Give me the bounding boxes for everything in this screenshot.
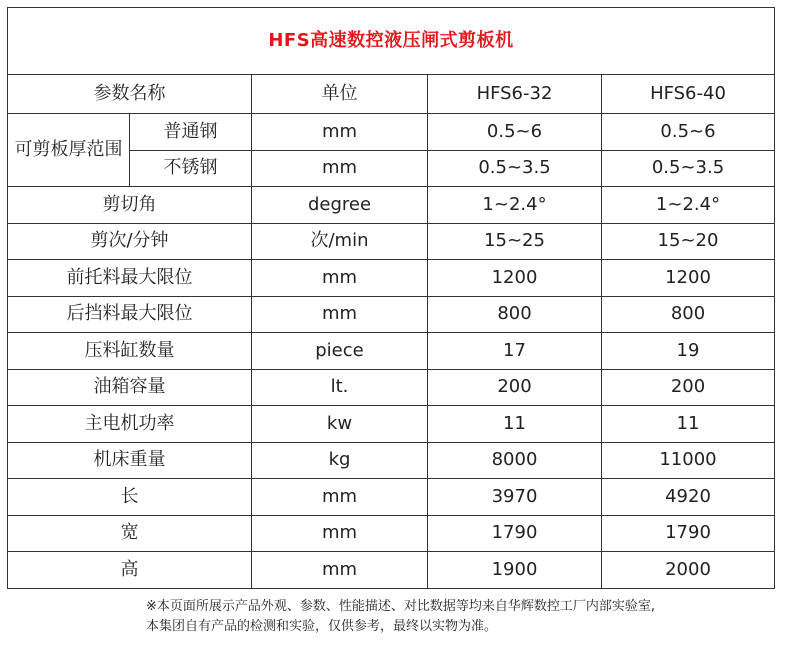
shear-range-sub1-label: 普通钢 — [130, 114, 252, 151]
param-value-model-2: 11000 — [602, 442, 775, 479]
param-name: 剪切角 — [8, 187, 252, 224]
table-row — [8, 296, 775, 333]
table-row — [8, 187, 775, 224]
header-model-2: HFS6-40 — [602, 75, 775, 114]
param-name: 主电机功率 — [8, 406, 252, 443]
param-name: 后挡料最大限位 — [8, 296, 252, 333]
header-model-1: HFS6-32 — [428, 75, 602, 114]
table-row — [8, 369, 775, 406]
shear-range-sub2-unit: mm — [252, 150, 428, 187]
disclaimer-note — [146, 597, 655, 637]
header-param: 参数名称 — [8, 75, 252, 114]
table-row — [8, 333, 775, 370]
shear-range-label: 可剪板厚范围 — [8, 114, 130, 187]
param-unit: mm — [252, 479, 428, 516]
table-row — [8, 442, 775, 479]
param-value-model-1: 1200 — [428, 260, 602, 297]
param-name: 前托料最大限位 — [8, 260, 252, 297]
param-name: 宽 — [8, 515, 252, 552]
param-value-model-2: 800 — [602, 296, 775, 333]
param-name: 高 — [8, 552, 252, 589]
param-value-model-1: 200 — [428, 369, 602, 406]
param-unit: lt. — [252, 369, 428, 406]
shear-range-sub2-v2: 0.5~3.5 — [602, 150, 775, 187]
param-name: 机床重量 — [8, 442, 252, 479]
param-value-model-1: 800 — [428, 296, 602, 333]
param-name: 长 — [8, 479, 252, 516]
param-value-model-1: 11 — [428, 406, 602, 443]
param-unit: kw — [252, 406, 428, 443]
param-value-model-2: 1200 — [602, 260, 775, 297]
param-unit: mm — [252, 296, 428, 333]
param-value-model-1: 8000 — [428, 442, 602, 479]
param-value-model-1: 3970 — [428, 479, 602, 516]
table-row — [8, 223, 775, 260]
table-row — [8, 515, 775, 552]
param-unit: degree — [252, 187, 428, 224]
param-unit: mm — [252, 515, 428, 552]
param-name: 压料缸数量 — [8, 333, 252, 370]
table-row — [8, 260, 775, 297]
param-value-model-2: 4920 — [602, 479, 775, 516]
param-unit: piece — [252, 333, 428, 370]
disclaimer-line-2: 本集团自有产品的检测和实验，仅供参考，最终以实物为准。 — [146, 619, 498, 634]
param-unit: kg — [252, 442, 428, 479]
table-row — [8, 552, 775, 589]
param-value-model-1: 1790 — [428, 515, 602, 552]
disclaimer-line-1: ※本页面所展示产品外观、参数、性能描述、对比数据等均来自华辉数控工厂内部实验室, — [146, 599, 656, 614]
param-unit: mm — [252, 260, 428, 297]
param-value-model-2: 1790 — [602, 515, 775, 552]
param-value-model-1: 1900 — [428, 552, 602, 589]
param-value-model-1: 17 — [428, 333, 602, 370]
shear-range-sub1-v2: 0.5~6 — [602, 114, 775, 151]
shear-range-sub2-v1: 0.5~3.5 — [428, 150, 602, 187]
table-row — [8, 406, 775, 443]
param-name: 油箱容量 — [8, 369, 252, 406]
param-value-model-2: 19 — [602, 333, 775, 370]
param-value-model-1: 15~25 — [428, 223, 602, 260]
table-title: HFS高速数控液压闸式剪板机 — [8, 8, 775, 75]
param-unit: 次/min — [252, 223, 428, 260]
param-value-model-2: 2000 — [602, 552, 775, 589]
param-name: 剪次/分钟 — [8, 223, 252, 260]
param-unit: mm — [252, 552, 428, 589]
param-value-model-2: 11 — [602, 406, 775, 443]
param-value-model-2: 200 — [602, 369, 775, 406]
param-value-model-1: 1~2.4° — [428, 187, 602, 224]
param-value-model-2: 1~2.4° — [602, 187, 775, 224]
table-row — [8, 479, 775, 516]
param-value-model-2: 15~20 — [602, 223, 775, 260]
shear-range-sub2-label: 不锈钢 — [130, 150, 252, 187]
shear-range-sub1-unit: mm — [252, 114, 428, 151]
shear-range-sub1-v1: 0.5~6 — [428, 114, 602, 151]
spec-table — [7, 7, 775, 589]
header-unit: 单位 — [252, 75, 428, 114]
